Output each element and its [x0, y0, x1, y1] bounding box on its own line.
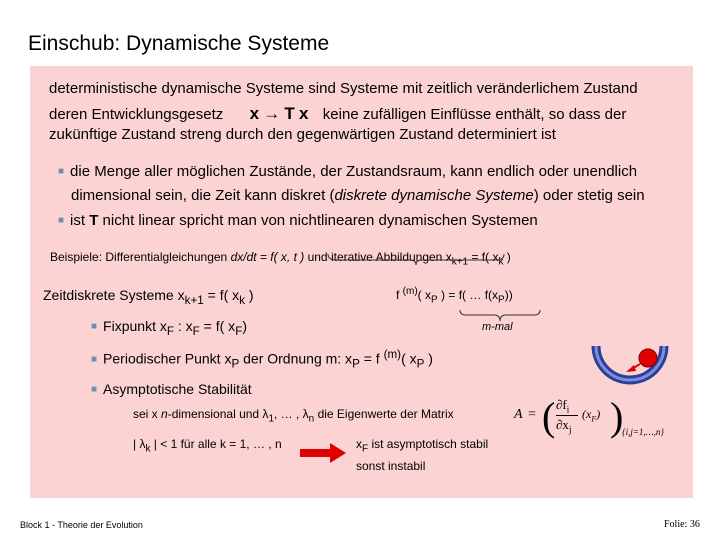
examples-eq: = f( x — [468, 250, 499, 264]
periodic-open: ( x — [401, 350, 417, 367]
periodic-close: ) — [424, 350, 433, 367]
jacobian-matrix — [514, 394, 684, 441]
composition-post: ) = f( … f(x — [437, 288, 499, 302]
examples-underbrace-icon — [326, 252, 506, 266]
periodic-pre: Periodischer Punkt x — [103, 350, 232, 367]
result-sub: F — [362, 443, 369, 455]
examples-ode: dx/dt = f( x, t ) — [230, 250, 305, 264]
intro-line-1: deterministische dynamische Systeme sind Systeme mit zeitlich veränderlichem Zustand — [49, 80, 638, 97]
bullet-2-T: T — [89, 212, 99, 229]
periodic-sub2: P — [352, 357, 360, 371]
formula-arrow: → — [263, 104, 281, 123]
discrete-label: Zeitdiskrete Systeme x — [43, 287, 185, 303]
bullet-square-icon: ■ — [91, 321, 98, 332]
bullet-2 — [58, 212, 538, 229]
discrete-close: ) — [244, 287, 254, 303]
result-post: ist asymptotisch stabil — [368, 437, 489, 451]
periodic-sub3: P — [416, 357, 425, 371]
discrete-mid: = f( x — [203, 287, 240, 303]
matrix-paren-left: ( — [542, 394, 556, 439]
stab-sub-1: 1 — [268, 413, 274, 425]
mmal-label: m-mal — [482, 321, 513, 333]
discrete-sub1: k+1 — [184, 293, 204, 307]
composition-formula — [396, 286, 513, 305]
matrix-A: A — [514, 407, 523, 422]
stability-result — [356, 437, 488, 454]
bullet-2-pre: ist — [70, 212, 90, 229]
cond-pre: | λ — [133, 437, 146, 451]
bullet-square-icon: ■ — [58, 166, 65, 177]
composition-sub2: P — [498, 294, 505, 306]
fixpoint-pre: Fixpunkt x — [103, 318, 167, 334]
footer-slide-number: Folie: 36 — [664, 519, 700, 530]
discrete-sub2: k — [239, 293, 245, 307]
matrix-index: {i,j=1,…,n} — [622, 427, 665, 437]
composition-mid: ( x — [417, 288, 432, 302]
matrix-paren-right: ) — [610, 394, 624, 439]
composition-pre: f — [396, 288, 403, 302]
bullet-square-icon: ■ — [91, 384, 98, 395]
matrix-df: $\partial f_i$ — [556, 397, 570, 415]
composition-sub: P — [431, 294, 438, 306]
matrix-dx: $\partial x_j$ — [556, 417, 572, 435]
stab-post: die Eigenwerte der Matrix — [314, 407, 454, 421]
fixpoint-close: ) — [242, 318, 247, 334]
examples-close: ) — [503, 250, 511, 264]
fixpoint-eq: = f( x — [199, 318, 236, 334]
intro-line-2-pre: deren Entwicklungsgesetz — [49, 106, 224, 123]
footer-left: Block 1 - Theorie der Evolution — [20, 520, 143, 530]
intro-line-2-post: keine zufälligen Einflüsse enthält, so dass der — [322, 106, 627, 123]
composition-sup: (m) — [402, 286, 418, 297]
stab-pre: sei x — [133, 407, 162, 421]
discrete-systems-line — [43, 287, 254, 307]
cond-sub: k — [145, 443, 151, 455]
bullet-1-text: die Menge aller möglichen Zustände, der Zustandsraum, kann endlich oder unendlich — [70, 163, 638, 180]
periodic-sup: (m) — [383, 348, 402, 361]
examples-pre: Beispiele: Differentialgleichungen — [50, 250, 231, 264]
formula-x2: x — [298, 104, 309, 123]
composition-end: )) — [504, 288, 513, 302]
stability-title — [91, 381, 252, 397]
bullet-1-line-2-pre: dimensional sein, die Zeit kann diskret ( — [71, 187, 335, 204]
examples-sub: k+1 — [451, 256, 469, 268]
matrix-eq: = — [528, 407, 536, 422]
fixpoint-sub3: F — [235, 324, 243, 338]
bullet-1-line-1 — [58, 163, 637, 180]
bullet-1-line-2 — [71, 187, 645, 204]
fixpoint-sub2: F — [192, 324, 200, 338]
formula-T: T — [284, 104, 295, 123]
stab-dots: , … , λ — [274, 407, 309, 421]
periodic-eq: = f — [359, 350, 384, 367]
intro-line-3: zukünftige Zustand streng durch den gegenwärtigen Zustand determiniert ist — [49, 126, 556, 143]
result-pre: x — [356, 437, 362, 451]
fixpoint-line — [91, 318, 247, 338]
periodic-sub: P — [231, 357, 240, 371]
matrix-fraction-bar — [556, 415, 578, 416]
stab-sub-n: n — [308, 413, 315, 425]
stab-italic-n: n — [161, 407, 168, 421]
periodic-line — [91, 348, 433, 370]
stability-condition — [133, 437, 282, 454]
formula-x: x — [249, 104, 260, 123]
periodic-mid: der Ordnung m: x — [239, 350, 353, 367]
intro-line-2 — [49, 104, 626, 124]
bullet-1-italic: diskrete dynamische Systeme — [334, 187, 534, 204]
slide-title: Einschub: Dynamische Systeme — [28, 32, 330, 55]
examples-sub2: k — [498, 256, 504, 268]
bullet-square-icon: ■ — [91, 353, 98, 365]
bullet-1-line-2-post: ) oder stetig sein — [533, 187, 645, 204]
stability-title-text: Asymptotische Stabilität — [103, 381, 252, 397]
stability-else: sonst instabil — [356, 459, 426, 473]
bullet-square-icon: ■ — [58, 215, 65, 226]
fixpoint-sub: F — [166, 324, 174, 338]
matrix-arg: $(x_F)$ — [582, 407, 601, 424]
stability-line-1 — [133, 407, 454, 424]
implies-arrow-icon — [300, 443, 348, 463]
bullet-2-post: nicht linear spricht man von nichtlinearen dynamischen Systemen — [98, 212, 538, 229]
cond-post: | < 1 für alle k = 1, … , n — [150, 437, 282, 451]
fixpoint-mid: : x — [173, 318, 193, 334]
examples-mid: und iterative Abbildungen x — [304, 250, 452, 264]
stab-mid: -dimensional und λ — [167, 407, 269, 421]
